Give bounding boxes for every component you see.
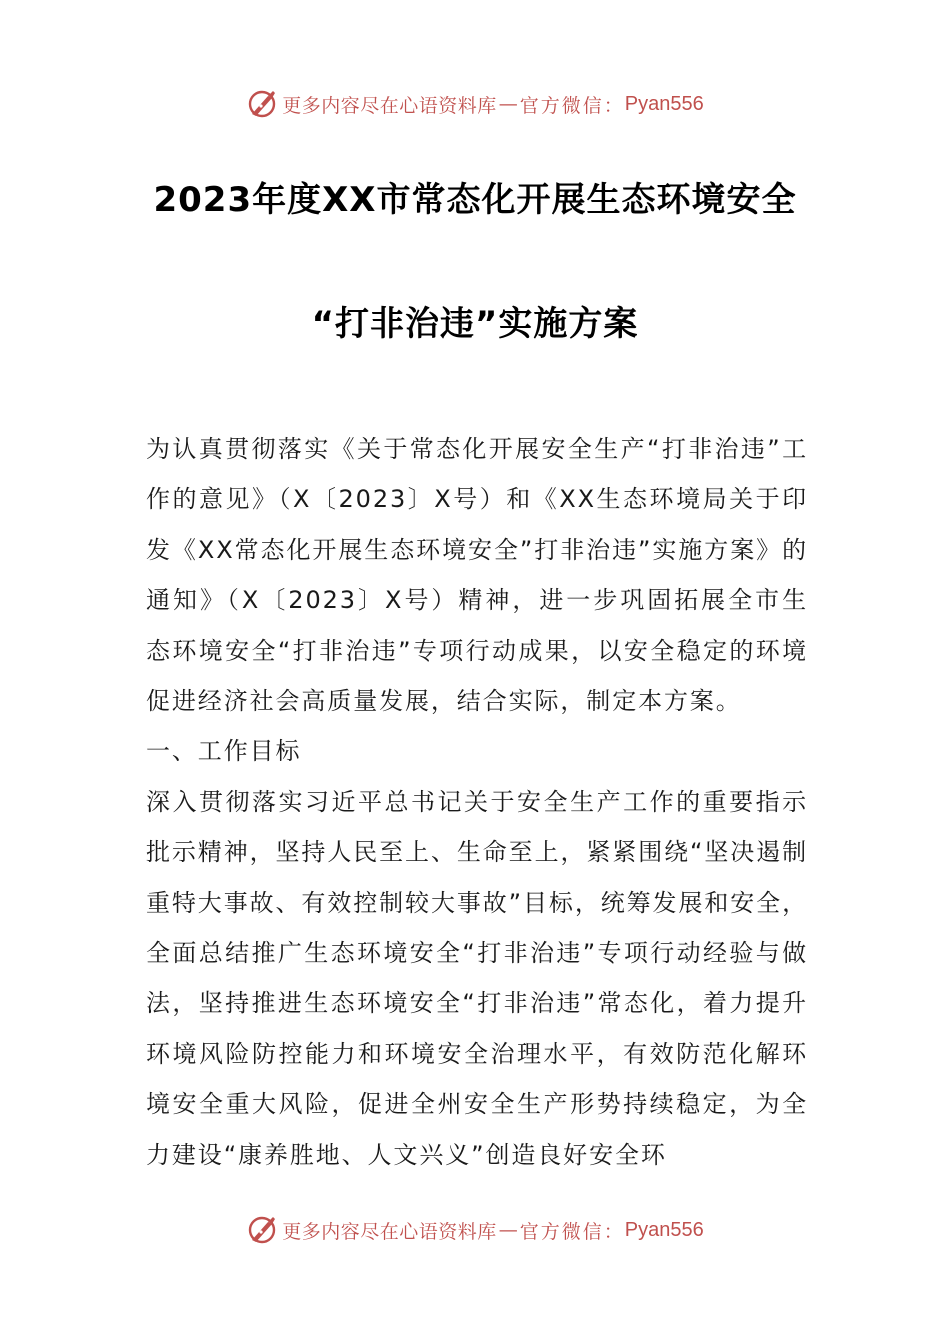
watermark-wechat-id: Pyan556 (624, 92, 704, 115)
watermark-wechat-id: Pyan556 (624, 1218, 704, 1241)
section-heading: 一、工作目标 (146, 737, 302, 766)
section-paragraph: 深入贯彻落实习近平总书记关于安全生产工作的重要指示批示精神，坚持人民至上、生命至上，紧紧围绕“坚决遏制重特大事故、有效控制较大事故”目标，统筹发展和安全，全面总结推广生态环境安全“打非治违”专项行动经验与做法，坚持推进生态环境安全“打非治违”常态化，着力提升环境风险防控能力和环境安全治理水平，有效防范化解环境安全重大风险，促进全州安全生产形势持续稳定，为全力建设“康养胜地、人文兴义”创造良好安全环 (146, 787, 808, 1169)
watermark-dash: — (498, 93, 518, 115)
header-watermark (0, 84, 950, 124)
document-title-line-1: 2023年度XX市常态化开展生态环境安全 (153, 180, 797, 220)
watermark-text: 更多内容尽在心语资料库 (282, 1220, 497, 1243)
document-body (146, 424, 808, 1180)
document-title-line-2: “打非治违”实施方案 (311, 304, 639, 344)
watermark-text: 更多内容尽在心语资料库 (282, 94, 497, 117)
pen-nib-circle-icon (246, 88, 278, 120)
watermark-wechat-label: 官方微信： (519, 94, 625, 117)
pen-nib-circle-icon (246, 1214, 278, 1246)
footer-watermark (0, 1210, 950, 1250)
watermark-dash: — (498, 1219, 518, 1241)
watermark-wechat-label: 官方微信： (519, 1220, 625, 1243)
intro-paragraph: 为认真贯彻落实《关于常态化开展安全生产“打非治违”工作的意见》（X〔2023〕X号）和《XX生态环境局关于印发《XX常态化开展生态环境安全”打非治违”实施方案》的通知》（X〔2023〕X号）精神，进一步巩固拓展全市生态环境安全“打非治违”专项行动成果，以安全稳定的环境促进经济社会高质量发展，结合实际，制定本方案。 (146, 435, 808, 716)
